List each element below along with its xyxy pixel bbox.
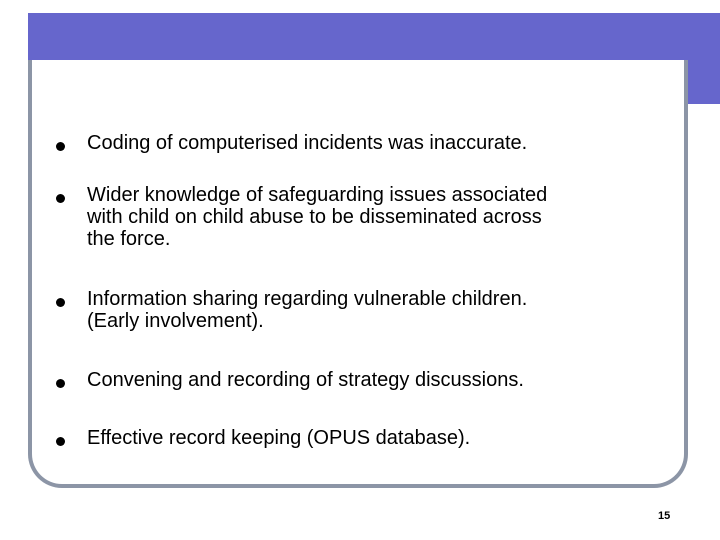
bullet-text	[87, 132, 647, 154]
bullet-item	[56, 288, 647, 332]
bullet-item	[56, 427, 647, 449]
bullet-dot-icon	[56, 194, 65, 203]
bullet-dot-icon	[56, 437, 65, 446]
bullet-line: Coding of computerised incidents was inaccurate.	[87, 132, 528, 154]
bullet-text	[87, 184, 647, 250]
bullet-dot-icon	[56, 142, 65, 151]
bullet-text	[87, 427, 647, 449]
bullet-item	[56, 184, 647, 250]
bullet-item	[56, 369, 647, 391]
page-number: 15	[658, 510, 671, 522]
bullet-line: the force.	[87, 228, 171, 250]
bullet-line: Convening and recording of strategy discussions.	[87, 369, 524, 391]
content-frame	[28, 60, 688, 488]
bullet-line: Wider knowledge of safeguarding issues associated	[87, 184, 548, 206]
bullet-dot-icon	[56, 379, 65, 388]
bullet-text	[87, 288, 647, 332]
bullet-line: Information sharing regarding vulnerable children.	[87, 288, 528, 310]
bullet-line: Effective record keeping (OPUS database).	[87, 427, 471, 449]
bullet-line: with child on child abuse to be disseminated across	[87, 206, 542, 228]
bullet-text	[87, 369, 647, 391]
slide-title: Learning - GMP	[57, 65, 255, 96]
bullet-item	[56, 132, 647, 154]
bullet-dot-icon	[56, 298, 65, 307]
bullet-line: (Early involvement).	[87, 310, 264, 332]
